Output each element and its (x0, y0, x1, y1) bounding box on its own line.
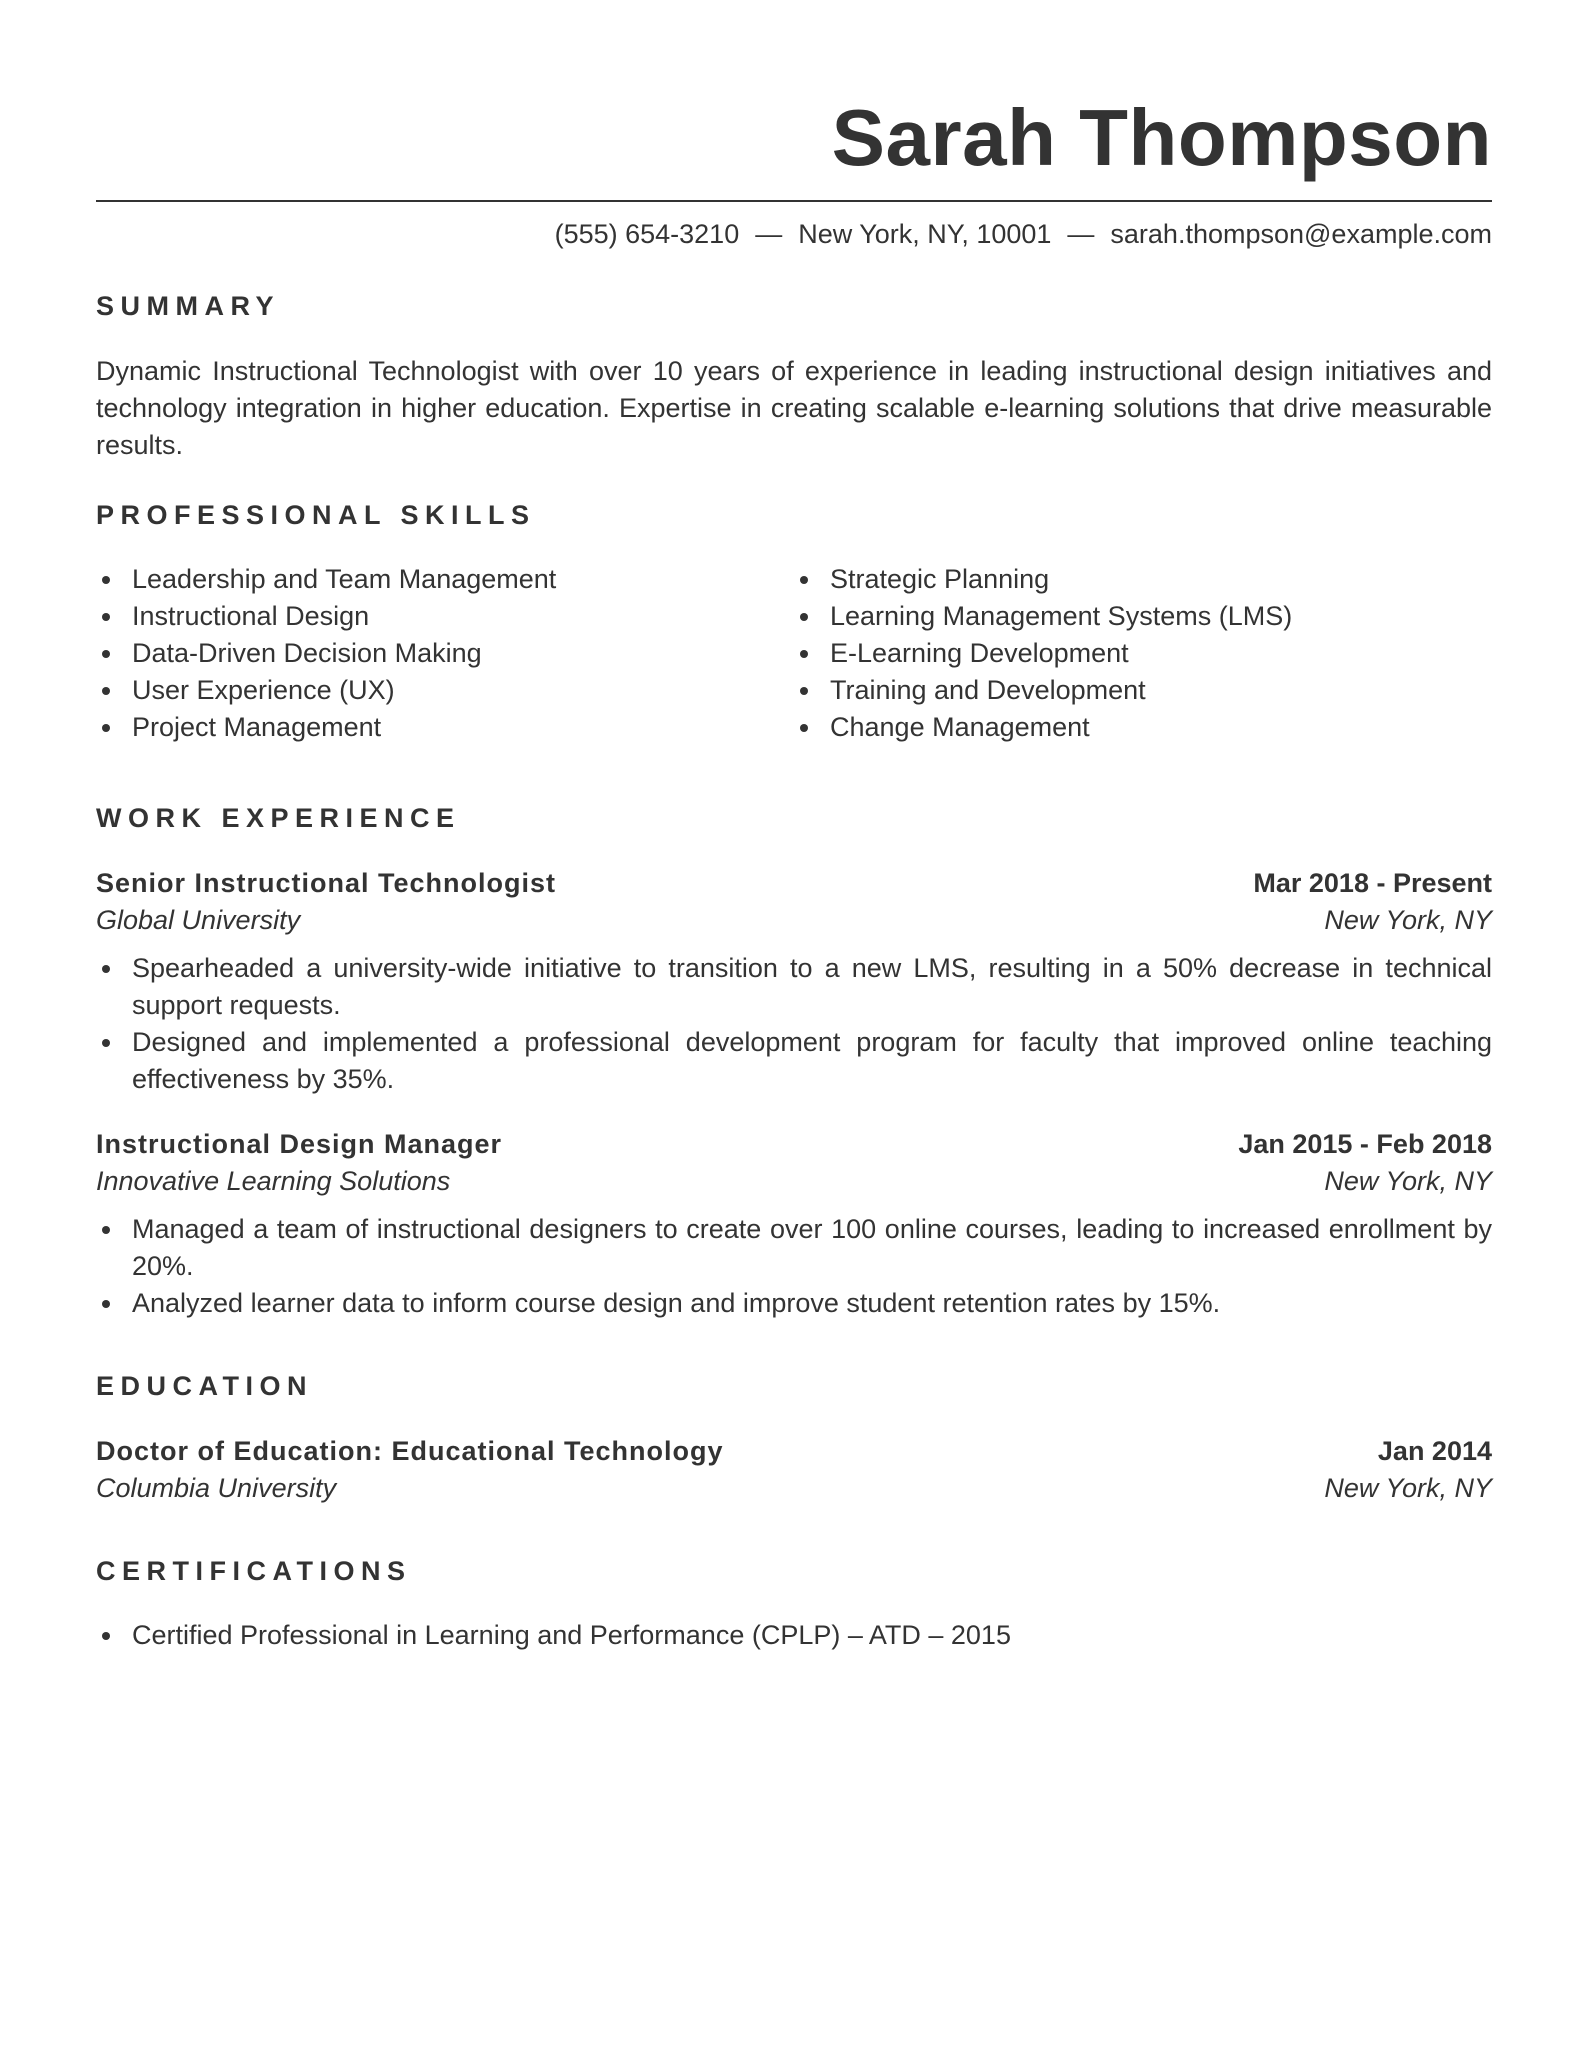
certification-item: Certified Professional in Learning and Performance (CPLP) – ATD – 2015 (96, 1617, 1492, 1654)
job-header-row (96, 1126, 1492, 1163)
summary-heading: SUMMARY (96, 291, 280, 321)
skill-item: Leadership and Team Management (96, 561, 794, 598)
job-bullets (96, 1211, 1492, 1322)
header-divider (96, 200, 1492, 202)
school-location: New York, NY (1324, 1473, 1492, 1503)
job-role: Senior Instructional Technologist (96, 868, 557, 898)
skills-grid (96, 561, 1492, 746)
certifications-heading: CERTIFICATIONS (96, 1556, 412, 1586)
job-location: New York, NY (1324, 1166, 1492, 1196)
certifications-list (96, 1617, 1492, 1654)
job-bullet: Spearheaded a university-wide initiative to transition to a new LMS, resulting in a 50% decrease in technical support requests. (96, 950, 1492, 1024)
skill-item: Project Management (96, 709, 794, 746)
skill-item: Training and Development (794, 672, 1492, 709)
job-bullets (96, 950, 1492, 1098)
work-experience-heading: WORK EXPERIENCE (96, 803, 461, 833)
skill-item: E-Learning Development (794, 635, 1492, 672)
degree-title: Doctor of Education: Educational Technology (96, 1436, 724, 1466)
skills-heading: PROFESSIONAL SKILLS (96, 500, 536, 530)
job-org-row (96, 1163, 1492, 1200)
job-bullet: Designed and implemented a professional development program for faculty that improved online teaching effectiveness by 35%. (96, 1024, 1492, 1098)
skill-item: Learning Management Systems (LMS) (794, 598, 1492, 635)
skill-item: Data-Driven Decision Making (96, 635, 794, 672)
job-dates: Mar 2018 - Present (1253, 868, 1492, 898)
location-text: New York, NY, 10001 (798, 219, 1052, 249)
job-role: Instructional Design Manager (96, 1129, 503, 1159)
school-name: Columbia University (96, 1473, 337, 1503)
job-entry (96, 1126, 1492, 1322)
skill-item: User Experience (UX) (96, 672, 794, 709)
education-date: Jan 2014 (1377, 1436, 1492, 1466)
summary-text: Dynamic Instructional Technologist with over 10 years of experience in leading instructional design initiatives and technology integration in higher education. Expertise in creating scalable e-learning solutions that drive measurable results. (96, 356, 1492, 460)
job-bullet: Analyzed learner data to inform course design and improve student retention rates by 15%. (96, 1285, 1492, 1322)
skills-right-column (794, 561, 1492, 746)
skill-item: Strategic Planning (794, 561, 1492, 598)
job-organization: Innovative Learning Solutions (96, 1166, 451, 1196)
education-header-row (96, 1433, 1492, 1470)
education-entry (96, 1433, 1492, 1507)
job-dates: Jan 2015 - Feb 2018 (1238, 1129, 1492, 1159)
skills-left-column (96, 561, 794, 746)
job-location: New York, NY (1324, 905, 1492, 935)
job-header-row (96, 865, 1492, 902)
skill-item: Change Management (794, 709, 1492, 746)
contact-separator: — (1067, 219, 1095, 249)
job-organization: Global University (96, 905, 301, 935)
contact-separator: — (755, 219, 783, 249)
candidate-name: Sarah Thompson (831, 93, 1492, 182)
phone-number: (555) 654-3210 (554, 219, 740, 249)
job-bullet: Managed a team of instructional designers to create over 100 online courses, leading to increased enrollment by 20%. (96, 1211, 1492, 1285)
job-entry (96, 865, 1492, 1098)
education-heading: EDUCATION (96, 1371, 313, 1401)
skill-item: Instructional Design (96, 598, 794, 635)
email-address: sarah.thompson@example.com (1110, 219, 1492, 249)
job-org-row (96, 902, 1492, 939)
contact-line (96, 214, 1492, 254)
education-school-row (96, 1470, 1492, 1507)
